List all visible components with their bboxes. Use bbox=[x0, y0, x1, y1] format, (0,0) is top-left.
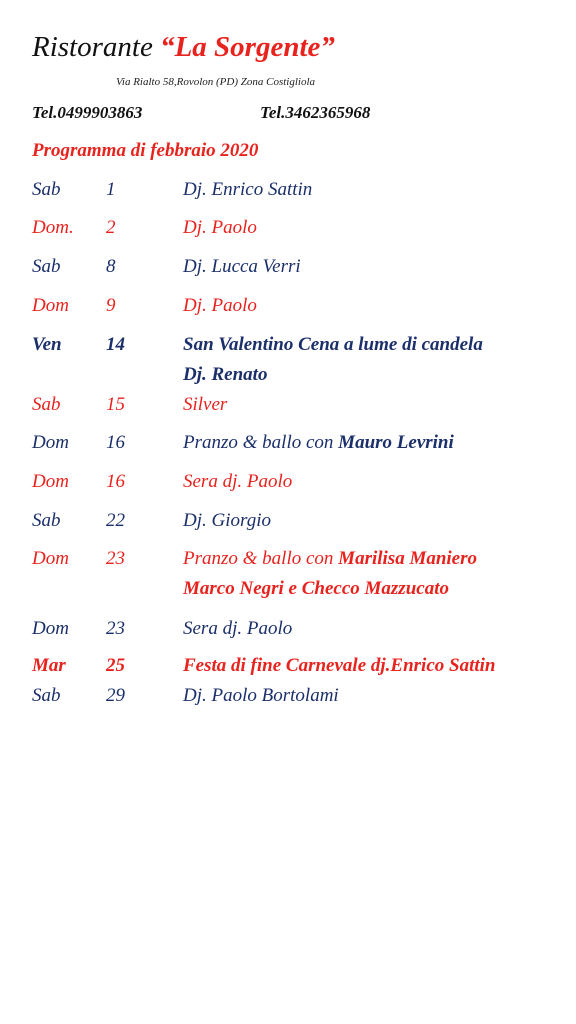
event-description: Silver bbox=[183, 394, 228, 415]
event-description bbox=[183, 544, 573, 574]
phone-number-1: Tel.0499903863 bbox=[32, 103, 143, 122]
event-description: Festa di fine Carnevale dj.Enrico Sattin bbox=[183, 655, 496, 676]
event-artist: Mauro Levrini bbox=[338, 432, 454, 453]
event-date: 8 bbox=[106, 256, 116, 277]
restaurant-name: “La Sorgente” bbox=[160, 31, 335, 63]
restaurant-title bbox=[32, 30, 335, 65]
event-day: Dom. bbox=[32, 217, 74, 238]
address: Via Rialto 58,Rovolon (PD) Zona Costigliola bbox=[116, 76, 316, 88]
event-date: 23 bbox=[106, 548, 125, 569]
event-day: Sab bbox=[32, 510, 61, 531]
event-date: 16 bbox=[106, 432, 125, 453]
event-day: Sab bbox=[32, 685, 61, 706]
event-description-text: Pranzo & ballo con bbox=[183, 432, 339, 453]
event-description-line-2: Marco Negri e Checco Mazzucato bbox=[183, 578, 449, 599]
event-description: Dj. Enrico Sattin bbox=[183, 179, 313, 200]
event-description-line-2: Dj. Renato bbox=[183, 364, 268, 385]
title-prefix: Ristorante bbox=[32, 31, 161, 63]
event-day: Dom bbox=[32, 471, 69, 492]
event-description: Sera dj. Paolo bbox=[183, 618, 293, 639]
event-date: 14 bbox=[106, 334, 125, 355]
event-date: 29 bbox=[106, 685, 125, 706]
event-artist: Marilisa Maniero bbox=[338, 548, 478, 569]
event-description: Dj. Paolo bbox=[183, 217, 257, 238]
event-description-text: Pranzo & ballo con bbox=[183, 548, 339, 569]
event-date: 1 bbox=[106, 179, 116, 200]
event-description: Dj. Paolo bbox=[183, 295, 257, 316]
event-day: Dom bbox=[32, 548, 69, 569]
event-date: 9 bbox=[106, 295, 116, 316]
program-title: Programma di febbraio 2020 bbox=[32, 140, 259, 161]
event-day: Mar bbox=[32, 655, 66, 676]
event-description: Dj. Paolo Bortolami bbox=[183, 685, 339, 706]
event-day: Dom bbox=[32, 618, 69, 639]
event-day: Sab bbox=[32, 179, 61, 200]
event-date: 15 bbox=[106, 394, 125, 415]
event-date: 25 bbox=[106, 655, 125, 676]
event-date: 2 bbox=[106, 217, 116, 238]
event-day: Sab bbox=[32, 394, 61, 415]
event-description: Sera dj. Paolo bbox=[183, 471, 293, 492]
event-description: Dj. Lucca Verri bbox=[183, 256, 301, 277]
event-day: Dom bbox=[32, 295, 69, 316]
event-day: Sab bbox=[32, 256, 61, 277]
event-day: Ven bbox=[32, 334, 62, 355]
event-description: Dj. Giorgio bbox=[183, 510, 271, 531]
event-day: Dom bbox=[32, 432, 69, 453]
event-description: San Valentino Cena a lume di candela bbox=[183, 334, 483, 355]
event-date: 22 bbox=[106, 510, 125, 531]
event-description bbox=[183, 428, 573, 458]
phone-number-2: Tel.3462365968 bbox=[260, 103, 371, 122]
event-date: 16 bbox=[106, 471, 125, 492]
event-date: 23 bbox=[106, 618, 125, 639]
